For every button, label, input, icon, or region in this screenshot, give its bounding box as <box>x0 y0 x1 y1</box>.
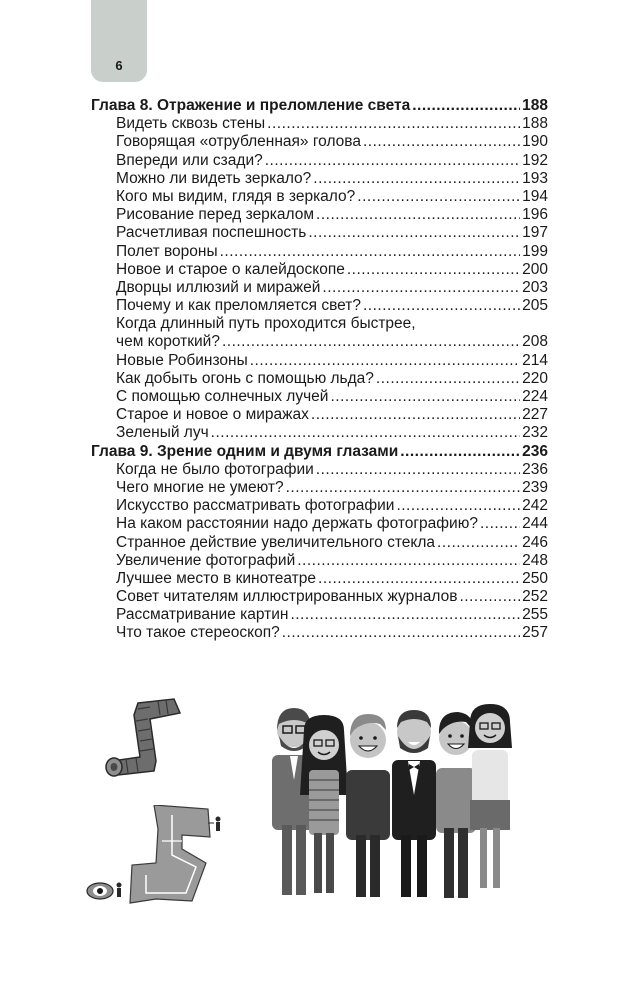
toc-page-number: 190 <box>522 133 548 151</box>
toc-entry-title: Что такое стереоскоп? <box>116 624 280 642</box>
toc-section-row <box>91 370 548 388</box>
toc-section-row <box>91 606 548 624</box>
toc-page-number: 197 <box>522 224 548 242</box>
toc-page-number: 246 <box>522 533 548 551</box>
dot-leader <box>297 552 520 570</box>
toc-section-row <box>91 170 548 188</box>
dot-leader <box>330 388 520 406</box>
page-number: 6 <box>115 58 123 73</box>
toc-page-number: 188 <box>522 115 548 133</box>
toc-page-number: 192 <box>522 151 548 169</box>
toc-page-number: 188 <box>522 97 548 114</box>
toc-section-row <box>91 424 548 442</box>
toc-page-number: 194 <box>522 187 548 205</box>
table-of-contents <box>91 97 548 643</box>
toc-entry-title: Новые Робинзоны <box>116 351 248 369</box>
toc-section-row <box>91 206 548 224</box>
toc-section-row <box>91 261 548 279</box>
toc-section-row <box>91 152 548 170</box>
toc-section-row <box>91 188 548 206</box>
toc-page-number: 257 <box>522 624 548 642</box>
toc-entry-title: чем короткий? <box>116 333 220 351</box>
dot-leader <box>322 279 520 297</box>
toc-entry-title: Рассматривание картин <box>116 606 289 624</box>
toc-entry-title: Дворцы иллюзий и миражей <box>116 278 321 296</box>
periscope-tube-illustration <box>100 695 190 787</box>
toc-page-number: 255 <box>522 606 548 624</box>
toc-section-row <box>91 315 548 333</box>
toc-page-number: 252 <box>522 588 548 606</box>
toc-page-number: 248 <box>522 551 548 569</box>
toc-entry-title: Новое и старое о калейдоскопе <box>116 260 345 278</box>
toc-entry-title: С помощью солнечных лучей <box>116 388 329 405</box>
dot-leader <box>400 443 520 461</box>
person-3 <box>346 714 390 897</box>
toc-section-row <box>91 497 548 515</box>
toc-entry-title: Кого мы видим, глядя в зеркало? <box>116 187 356 205</box>
dot-leader <box>347 261 520 279</box>
toc-section-row <box>91 515 548 533</box>
toc-section-row <box>91 552 548 570</box>
toc-page-number: 236 <box>522 442 548 460</box>
toc-entry-title: Полет вороны <box>116 242 218 260</box>
toc-page-number: 232 <box>522 424 548 442</box>
toc-entry-title: Увеличение фотографий <box>116 551 296 569</box>
toc-entry-title: Впереди или сзади? <box>116 151 263 169</box>
dot-leader <box>220 243 521 261</box>
toc-section-row <box>91 534 548 552</box>
toc-entry-title: Можно ли видеть зеркало? <box>116 169 312 187</box>
toc-page-number: 205 <box>522 297 548 315</box>
person-6 <box>468 704 512 888</box>
dot-leader <box>459 588 520 606</box>
toc-entry-title: Почему и как преломляется свет? <box>116 297 361 315</box>
dot-leader <box>265 152 520 170</box>
dot-leader <box>318 570 520 588</box>
dot-leader <box>222 333 520 351</box>
dot-leader <box>311 406 520 424</box>
dot-leader <box>313 170 520 188</box>
people-group-illustration <box>262 700 524 905</box>
toc-page-number: 244 <box>522 515 548 533</box>
toc-chapter-row <box>91 443 548 461</box>
mirror-corridor-illustration <box>86 805 236 910</box>
toc-section-row <box>91 588 548 606</box>
dot-leader <box>396 497 520 515</box>
toc-section-row <box>91 243 548 261</box>
toc-page-number: 200 <box>522 260 548 278</box>
dot-leader <box>357 188 520 206</box>
dot-leader <box>437 534 520 552</box>
toc-entry-title: Глава 8. Отражение и преломление света <box>91 97 411 114</box>
toc-entry-title: Искусство рассматривать фотографии <box>116 497 395 515</box>
toc-page-number: 236 <box>522 460 548 478</box>
toc-entry-title: Когда не было фотографии <box>116 460 314 478</box>
toc-page-number: 208 <box>522 333 548 351</box>
toc-page-number: 193 <box>522 169 548 187</box>
toc-page-number: 227 <box>522 406 548 424</box>
dot-leader <box>412 97 520 115</box>
toc-section-row <box>91 224 548 242</box>
toc-section-row <box>91 133 548 151</box>
toc-section-row <box>91 333 548 351</box>
toc-page-number: 242 <box>522 497 548 515</box>
toc-chapter-row <box>91 97 548 115</box>
dot-leader <box>316 206 520 224</box>
toc-page-number: 224 <box>522 388 548 405</box>
dot-leader <box>376 370 520 388</box>
toc-entry-title: Чего многие не умеют? <box>116 478 284 496</box>
toc-page-number: 250 <box>522 569 548 587</box>
dot-leader <box>316 461 520 479</box>
toc-entry-title: Лучшее место в кинотеатре <box>116 569 317 587</box>
toc-section-row <box>91 570 548 588</box>
dot-leader <box>211 424 520 442</box>
toc-entry-title: Расчетливая поспешность <box>116 224 307 242</box>
toc-entry-title: Рисование перед зеркалом <box>116 206 315 224</box>
dot-leader <box>363 297 520 315</box>
toc-entry-title: Зеленый луч <box>116 424 209 442</box>
dot-leader <box>363 133 520 151</box>
toc-section-row <box>91 388 548 406</box>
dot-leader <box>250 352 520 370</box>
toc-entry-title: Видеть сквозь стены <box>116 115 266 133</box>
page-number-tab <box>91 0 147 82</box>
toc-page-number: 214 <box>522 351 548 369</box>
toc-section-row <box>91 624 548 642</box>
dot-leader <box>480 515 520 533</box>
toc-entry-title: Совет читателям иллюстрированных журналов <box>116 588 458 606</box>
toc-section-row <box>91 479 548 497</box>
toc-entry-title: Говорящая «отрубленная» голова <box>116 133 361 151</box>
dot-leader <box>308 224 520 242</box>
toc-section-row <box>91 406 548 424</box>
dot-leader <box>290 606 520 624</box>
toc-section-row <box>91 352 548 370</box>
toc-entry-title: Странное действие увеличительного стекла <box>116 533 436 551</box>
toc-section-row <box>91 279 548 297</box>
person-4 <box>392 710 436 897</box>
toc-section-row <box>91 297 548 315</box>
toc-page-number: 239 <box>522 478 548 496</box>
toc-section-row <box>91 461 548 479</box>
toc-entry-title: Старое и новое о миражах <box>116 406 309 424</box>
toc-entry-title: Глава 9. Зрение одним и двумя глазами <box>91 442 399 460</box>
toc-entry-title: На каком расстоянии надо держать фотографию? <box>116 515 478 533</box>
toc-page-number: 196 <box>522 206 548 224</box>
toc-entry-title: Когда длинный путь проходится быстрее, <box>116 315 416 333</box>
dot-leader <box>286 479 521 497</box>
toc-page-number: 220 <box>522 369 548 387</box>
dot-leader <box>282 624 520 642</box>
dot-leader <box>267 115 520 133</box>
toc-page-number: 199 <box>522 242 548 260</box>
toc-section-row <box>91 115 548 133</box>
toc-entry-title: Как добыть огонь с помощью льда? <box>116 369 374 387</box>
toc-page-number: 203 <box>522 278 548 296</box>
